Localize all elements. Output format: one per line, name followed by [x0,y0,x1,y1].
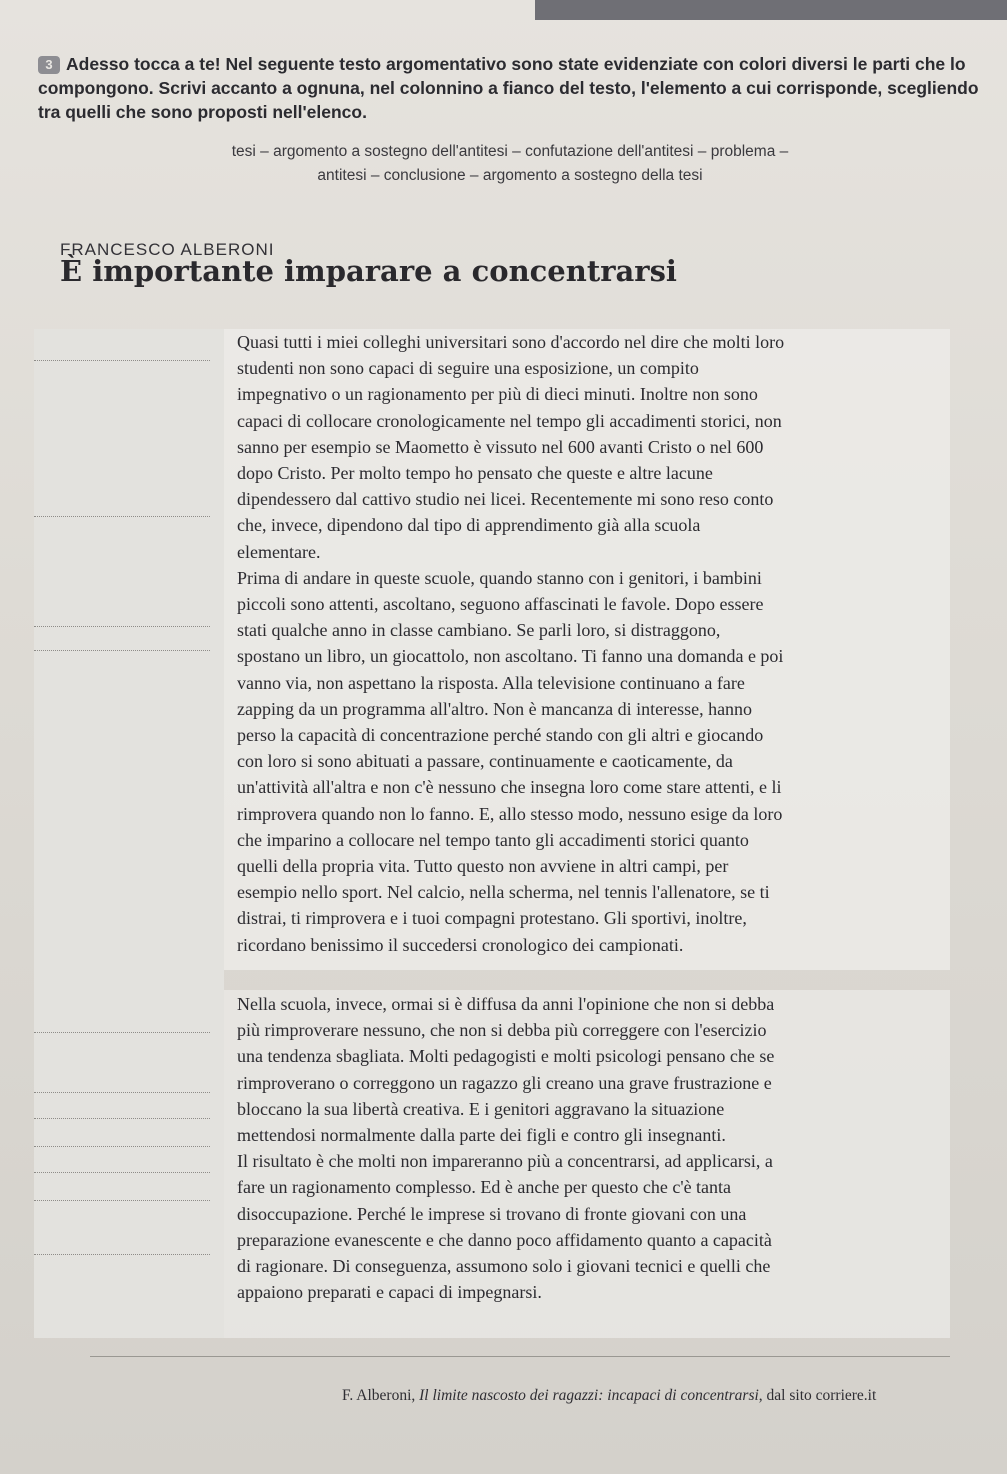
source-author: F. Alberoni, [342,1387,420,1404]
top-dark-band [535,0,1007,20]
text-line: esempio nello sport. Nel calcio, nella scherma, nel tennis l'allenatore, se ti [237,882,770,903]
answer-blank-line[interactable] [34,626,210,627]
text-line: mettendosi normalmente dalla parte dei figli e contro gli insegnanti. [237,1125,726,1146]
options-line-1: tesi – argomento a sostegno dell'antitesi – confutazione dell'antitesi – problema – [231,143,789,160]
text-line: che imparino a collocare nel tempo tanto gli accadimenti storici quanto [237,829,749,850]
source-divider [90,1356,950,1357]
text-line: appaiono preparati e capaci di impegnarsi. [237,1282,542,1303]
text-line: sanno per esempio se Maometto è vissuto nel 600 avanti Cristo o nel 600 [237,436,764,457]
answer-blank-line[interactable] [34,1254,210,1255]
text-line: più rimproverare nessuno, che non si debba più correggere con l'esercizio [237,1020,767,1041]
text-line: distrai, ti rimprovera e i tuoi compagni protestano. Gli sportivi, inoltre, [237,908,747,929]
text-line: preparazione evanescente e che danno poco affidamento quanto a capacità [237,1229,772,1250]
text-line: vanno via, non aspettano la risposta. Alla televisione continuano a fare [237,672,745,693]
answer-blank-line[interactable] [34,1172,210,1173]
text-line: zapping da un programma all'altro. Non è mancanza di interesse, hanno [237,698,753,719]
text-line: impegnativo o un ragionamento per più di dieci minuti. Inoltre non sono [237,384,758,405]
source-tail: , dal sito corriere.it [758,1387,877,1404]
source-citation [342,1387,876,1405]
text-line: con loro si sono abituati a passare, continuamente e caoticamente, da [237,751,733,772]
text-line: Il risultato è che molti non impareranno più a concentrarsi, ad applicarsi, a [237,1151,773,1172]
answer-blank-line[interactable] [34,1118,210,1119]
source-title: Il limite nascosto dei ragazzi: incapaci di concentrarsi [419,1387,759,1404]
text-line: quelli della propria vita. Tutto questo non avviene in altri campi, per [237,856,729,877]
article-paragraph-2 [237,991,957,1305]
answer-blank-line[interactable] [34,650,210,651]
text-line: rimproverano o correggono un ragazzo gli creano una grave frustrazione e [237,1072,772,1093]
exercise-instruction [38,52,988,124]
text-line: stati qualche anno in classe cambiano. Se parli loro, si distraggono, [237,620,721,641]
text-line: che, invece, dipendono dal tipo di apprendimento già alla scuola [237,515,701,536]
text-line: studenti non sono capaci di seguire una esposizione, un compito [237,358,699,379]
answer-blank-line[interactable] [34,1092,210,1093]
text-line: dipendessero dal cattivo studio nei licei. Recentemente mi sono reso conto [237,489,774,510]
exercise-number-badge: 3 [38,56,60,74]
text-line: Nella scuola, invece, ormai si è diffusa da anni l'opinione che non si debba [237,994,775,1014]
text-line: dopo Cristo. Per molto tempo ho pensato che queste e altre lacune [237,463,713,484]
text-line: rimprovera quando non lo fanno. E, allo stesso modo, nessuno esige da loro [237,803,783,824]
text-line: Quasi tutti i miei colleghi universitari sono d'accordo nel dire che molti loro [237,332,785,352]
options-line-2: antitesi – conclusione – argomento a sostegno della tesi [317,167,703,184]
text-line: Prima di andare in queste scuole, quando stanno con i genitori, i bambini [237,567,762,588]
answer-blank-line[interactable] [34,360,210,361]
text-line: perso la capacità di concentrazione perché stando con gli altri e giocando [237,725,764,746]
article-title: È importante imparare a concentrarsi [60,254,677,288]
text-line: capaci di collocare cronologicamente nel tempo gli accadimenti storici, non [237,410,782,431]
text-line: ricordano benissimo il succedersi cronologico dei campionati. [237,934,684,955]
exercise-text: Adesso tocca a te! Nel seguente testo argomentativo sono state evidenziate con colori diversi le parti che lo compongono. Scrivi accanto a ognuna, nel colonnino a fianco del testo, l'elemento a cui corrisponde, scegliendo tra quelli che sono proposti nell'elenco. [38,54,979,122]
text-line: fare un ragionamento complesso. Ed è anche per questo che c'è tanta [237,1177,732,1198]
text-line: elementare. [237,541,321,562]
text-line: di ragionare. Di conseguenza, assumono solo i giovani tecnici e quelli che [237,1256,771,1277]
text-line: disoccupazione. Perché le imprese si trovano di fronte giovani con una [237,1203,747,1224]
answer-blank-line[interactable] [34,516,210,517]
answer-margin-column [34,329,224,1338]
text-line: bloccano la sua libertà creativa. E i genitori aggravano la situazione [237,1098,725,1119]
answer-blank-line[interactable] [34,1032,210,1033]
answer-blank-line[interactable] [34,1200,210,1201]
element-options-list [60,140,960,188]
article-author: FRANCESCO ALBERONI [60,240,275,259]
text-line: piccoli sono attenti, ascoltano, seguono affascinati le favole. Dopo essere [237,594,764,615]
text-line: un'attività all'altra e non c'è nessuno che insegna loro come stare attenti, e li [237,777,782,798]
answer-blank-line[interactable] [34,1146,210,1147]
text-line: spostano un libro, un giocattolo, non ascoltano. Ti fanno una domanda e poi [237,646,784,667]
text-line: una tendenza sbagliata. Molti pedagogisti e molti psicologi pensano che se [237,1046,775,1067]
article-paragraph-1 [237,329,957,958]
